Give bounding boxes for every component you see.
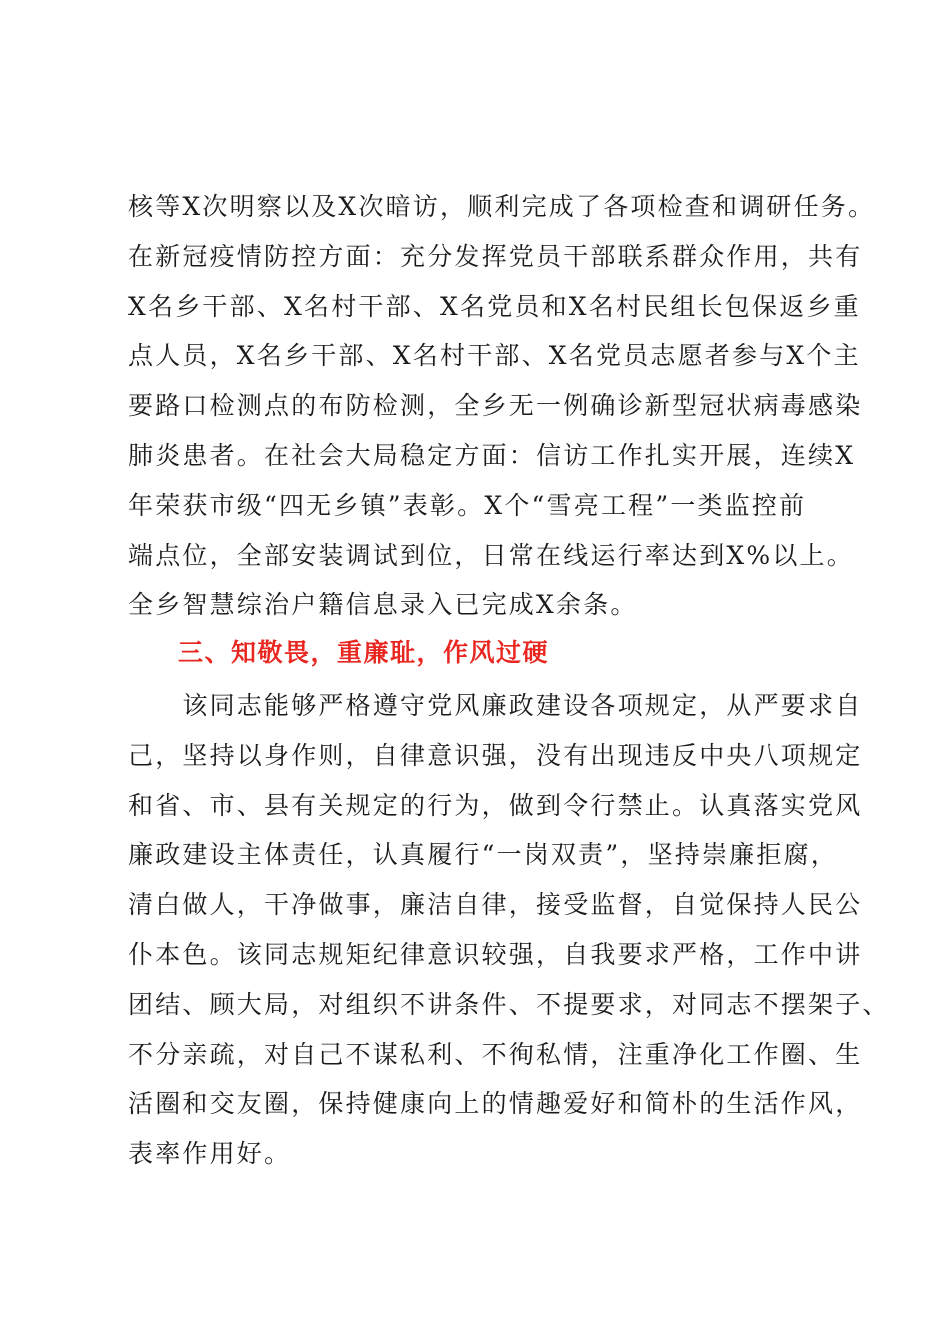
text-line: 廉政建设主体责任，认真履行“一岗双责”，坚持崇廉拒腐， — [128, 840, 838, 870]
text-line: 端点位，全部安装调试到位，日常在线运行率达到X%以上。 — [128, 540, 854, 570]
text-line: 肺炎患者。在社会大局稳定方面：信访工作扎实开展，连续X — [128, 440, 856, 470]
text-line: 全乡智慧综治户籍信息录入已完成X余条。 — [128, 590, 638, 620]
text-line: 该同志能够严格遵守党风廉政建设各项规定，从严要求自 — [128, 691, 863, 720]
text-line: 团结、顾大局，对组织不讲条件、不提要求，对同志不摆架子、 — [128, 989, 890, 1019]
text-line: 在新冠疫情防控方面：充分发挥党员干部联系群众作用，共有 — [128, 241, 863, 271]
text-line: 要路口检测点的布防检测，全乡无一例确诊新型冠状病毒感染 — [128, 391, 863, 421]
text-line: 不分亲疏，对自己不谋私利、不徇私情，注重净化工作圈、生 — [128, 1039, 863, 1069]
text-line: 年荣获市级“四无乡镇”表彰。X个“雪亮工程”一类监控前 — [128, 490, 807, 520]
text-line: X名乡干部、X名村干部、X名党员和X名村民组长包保返乡重 — [128, 291, 861, 321]
text-line: 核等X次明察以及X次暗访，顺利完成了各项检查和调研任务。 — [128, 192, 876, 221]
paragraph-work-summary — [128, 182, 876, 630]
text-line: 仆本色。该同志规矩纪律意识较强，自我要求严格，工作中讲 — [128, 939, 863, 969]
text-line: 己，坚持以身作则，自律意识强，没有出现违反中央八项规定 — [128, 740, 863, 770]
text-line: 点人员，X名乡干部、X名村干部、X名党员志愿者参与X个主 — [128, 341, 861, 371]
text-line: 表率作用好。 — [128, 1139, 292, 1169]
section-heading: 三、知敬畏，重廉耻，作风过硬 — [178, 638, 550, 667]
text-line: 和省、市、县有关规定的行为，做到令行禁止。认真落实党风 — [128, 790, 863, 820]
paragraph-integrity — [128, 681, 890, 1179]
text-line: 活圈和交友圈，保持健康向上的情趣爱好和简朴的生活作风， — [128, 1089, 863, 1119]
text-line: 清白做人，干净做事，廉洁自律，接受监督，自觉保持人民公 — [128, 890, 863, 920]
